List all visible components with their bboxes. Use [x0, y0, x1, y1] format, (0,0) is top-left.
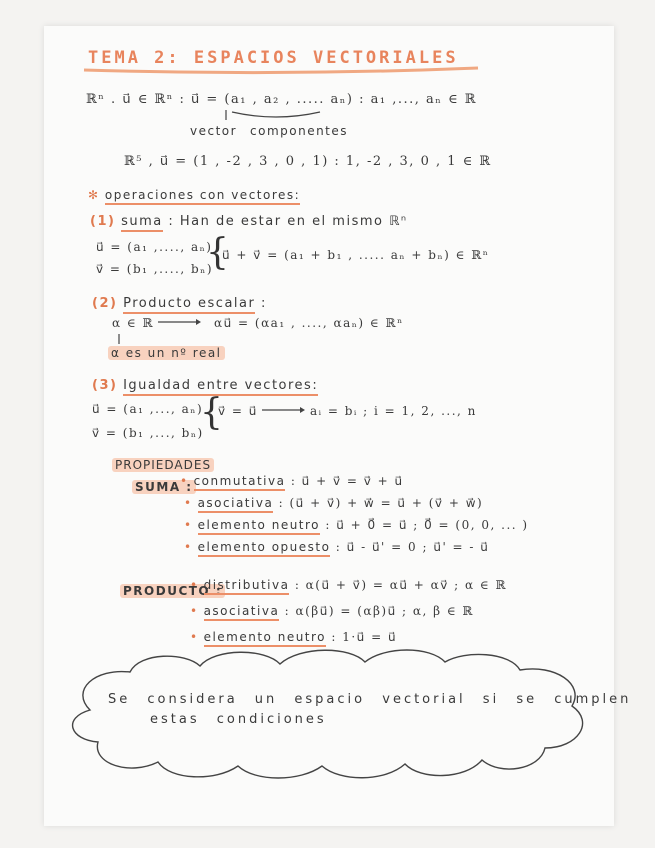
igualdad-name: Igualdad entre vectores: — [123, 378, 318, 396]
prop-asociativa-producto — [190, 604, 474, 618]
operations-heading — [88, 188, 300, 202]
producto-note — [108, 346, 225, 360]
suma-brace: { — [206, 232, 229, 273]
rn-definition: ℝⁿ . u⃗ ∈ ℝⁿ : u⃗ = (a₁ , a₂ , ..... aₙ) : a₁ ,..., aₙ ∈ ℝ — [86, 92, 478, 107]
producto-number: (2) — [92, 296, 118, 311]
prop-elemento-neutro-producto — [190, 630, 397, 644]
prop-formula: : α(u⃗ + v⃗) = αu⃗ + αv⃗ ; α ∈ ℝ — [294, 578, 508, 592]
producto-result: αu⃗ = (αa₁ , ...., αaₙ) ∈ ℝⁿ — [214, 316, 404, 330]
prop-elemento-opuesto — [184, 540, 489, 554]
producto-colon: : — [260, 296, 267, 311]
r5-example: ℝ⁵ , u⃗ = (1 , -2 , 3 , 0 , 1) : 1, -2 , 3, 0 , 1 ∈ ℝ — [124, 154, 492, 169]
prop-name: distributiva — [204, 578, 290, 595]
propiedades-heading — [112, 458, 214, 472]
cloud-line-2: estas condiciones — [150, 712, 327, 727]
prop-formula: : (u⃗ + v⃗) + w⃗ = u⃗ + (v⃗ + w⃗) — [278, 496, 484, 510]
suma-v: v⃗ = (b₁ ,...., bₙ) — [96, 262, 214, 276]
prop-formula: : α(βu⃗) = (αβ)u⃗ ; α, β ∈ ℝ — [284, 604, 475, 618]
suma-name: suma — [121, 214, 163, 232]
producto-heading — [92, 296, 267, 311]
suma-number: (1) — [90, 214, 116, 229]
prop-name: elemento opuesto — [198, 540, 331, 557]
suma-u: u⃗ = (a₁ ,...., aₙ) — [96, 240, 213, 254]
prop-name: asociativa — [198, 496, 274, 513]
igualdad-number: (3) — [92, 378, 118, 393]
prop-formula: : u⃗ + v⃗ = v⃗ + u⃗ — [290, 474, 404, 488]
suma-result: u⃗ + v⃗ = (a₁ + b₁ , ..... aₙ + bₙ) ∈ ℝⁿ — [222, 248, 490, 262]
prop-formula: : u⃗ - u⃗' = 0 ; u⃗' = - u⃗ — [335, 540, 490, 554]
prop-name: conmutativa — [194, 474, 286, 491]
cloud-line-1: Se considera un espacio vectorial si se cumplen — [108, 692, 632, 707]
propiedades-heading-text: PROPIEDADES — [112, 458, 214, 472]
asterisk-icon: ✻ — [88, 188, 100, 202]
igualdad-u: u⃗ = (a₁ ,..., aₙ) — [92, 402, 204, 416]
prop-formula: : 1·u⃗ = u⃗ — [331, 630, 398, 644]
prop-asociativa-suma — [184, 496, 483, 510]
prop-name: elemento neutro — [204, 630, 326, 647]
suma-props-label-text: SUMA : — [132, 480, 196, 494]
alpha-in-r: α ∈ ℝ — [112, 316, 155, 330]
page-title: TEMA 2: ESPACIOS VECTORIALES — [88, 48, 459, 68]
prop-name: asociativa — [204, 604, 280, 621]
vector-label: vector — [190, 124, 238, 138]
components-brace — [232, 112, 320, 117]
producto-name: Producto escalar — [123, 296, 255, 314]
prop-elemento-neutro-suma — [184, 518, 529, 532]
producto-props-label-text: PRODUCTO : — [120, 584, 225, 598]
prop-name: elemento neutro — [198, 518, 320, 535]
igualdad-brace: { — [200, 392, 223, 433]
components-label: componentes — [250, 124, 349, 138]
prop-distributiva — [190, 578, 507, 592]
producto-note-text: α es un nº real — [108, 346, 225, 360]
suma-heading — [90, 214, 408, 229]
igualdad-v: v⃗ = (b₁ ,..., bₙ) — [92, 426, 204, 440]
prop-formula: : u⃗ + 0⃗ = u⃗ ; 0⃗ = (0, 0, ... ) — [325, 518, 529, 532]
title-underline — [84, 68, 478, 73]
igualdad-heading — [92, 378, 318, 393]
igualdad-lhs: v⃗ = u⃗ — [218, 404, 258, 418]
igualdad-rhs: aᵢ = bᵢ ; i = 1, 2, ..., n — [310, 404, 477, 418]
operations-heading-text: operaciones con vectores: — [105, 188, 300, 205]
suma-desc: : Han de estar en el mismo ℝⁿ — [168, 214, 408, 229]
prop-conmutativa — [180, 474, 404, 488]
